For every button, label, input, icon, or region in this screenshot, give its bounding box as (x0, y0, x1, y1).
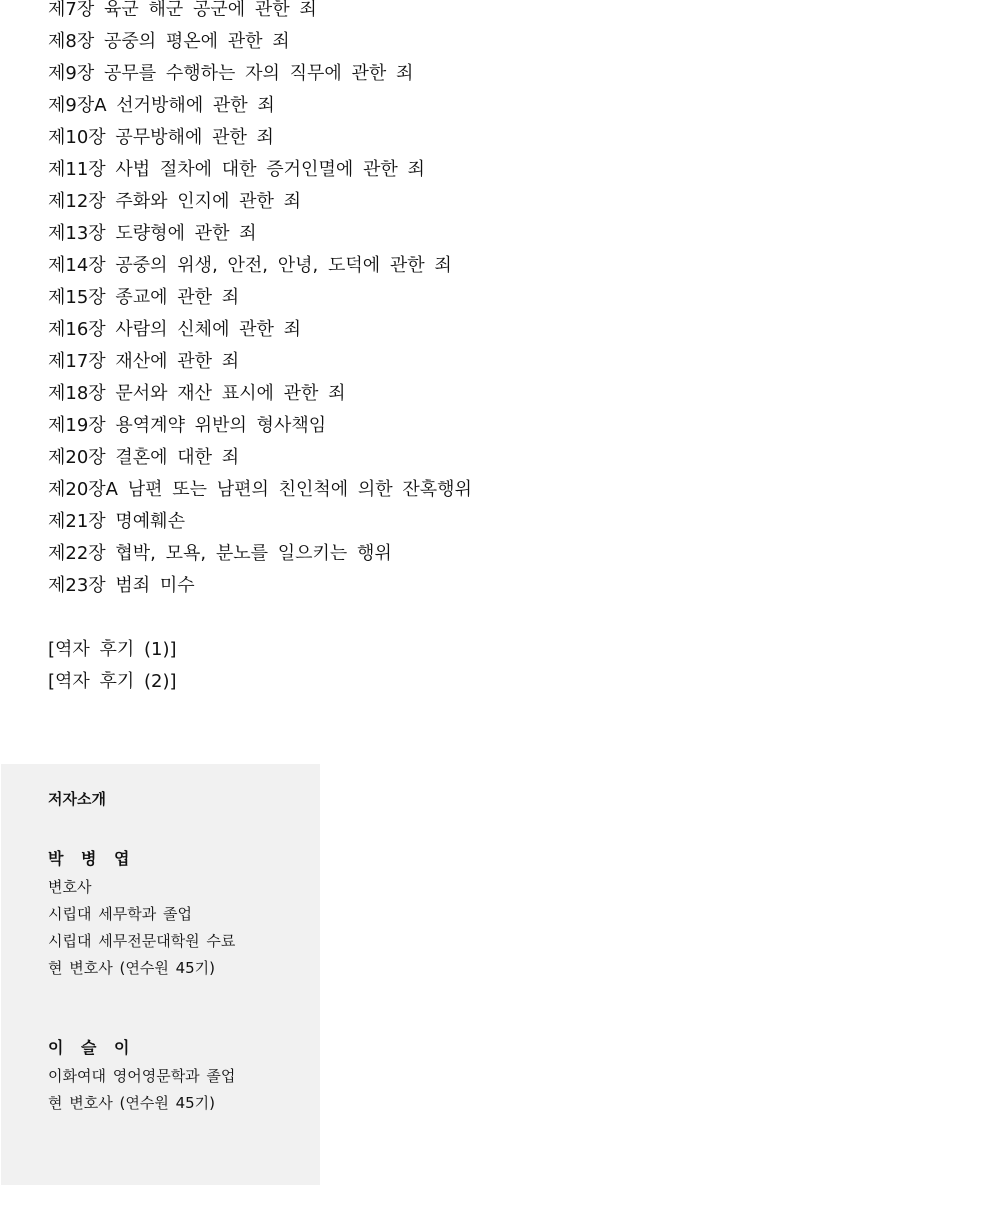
translator-notes (48, 634, 177, 698)
author-name: 박 병 엽 (48, 849, 136, 868)
author-detail: 변호사 (48, 878, 92, 896)
toc-item[interactable]: 제13장 도량형에 관한 죄 (48, 223, 257, 244)
author-section-heading: 저자소개 (48, 790, 106, 808)
toc-item[interactable]: 제23장 범죄 미수 (48, 575, 195, 596)
toc-item[interactable]: 제20장A 남편 또는 남편의 친인척에 의한 잔혹행위 (48, 479, 472, 500)
author-introduction (1, 764, 320, 1185)
author-detail: 시립대 세무학과 졸업 (48, 905, 192, 923)
toc-item[interactable]: 제22장 협박, 모욕, 분노를 일으키는 행위 (48, 543, 392, 564)
toc-item[interactable]: 제14장 공중의 위생, 안전, 안녕, 도덕에 관한 죄 (48, 255, 452, 276)
toc-item[interactable]: 제15장 종교에 관한 죄 (48, 287, 240, 308)
translator-note-1[interactable]: [역자 후기 (1)] (48, 639, 177, 660)
toc-item[interactable]: 제9장A 선거방해에 관한 죄 (48, 95, 275, 116)
table-of-contents (48, 0, 472, 602)
translator-note-2[interactable]: [역자 후기 (2)] (48, 671, 177, 692)
toc-item[interactable]: 제18장 문서와 재산 표시에 관한 죄 (48, 383, 346, 404)
toc-item[interactable]: 제10장 공무방해에 관한 죄 (48, 127, 274, 148)
toc-item[interactable]: 제7장 육군 해군 공군에 관한 죄 (48, 0, 317, 20)
toc-item[interactable]: 제19장 용역계약 위반의 형사책임 (48, 415, 327, 436)
toc-item[interactable]: 제16장 사람의 신체에 관한 죄 (48, 319, 302, 340)
author-detail: 현 변호사 (연수원 45기) (48, 959, 216, 977)
toc-item[interactable]: 제21장 명예훼손 (48, 511, 185, 532)
author-1 (48, 846, 235, 982)
toc-item[interactable]: 제20장 결혼에 대한 죄 (48, 447, 240, 468)
author-detail: 시립대 세무전문대학원 수료 (48, 932, 236, 950)
author-name: 이 슬 이 (48, 1038, 136, 1057)
toc-item[interactable]: 제12장 주화와 인지에 관한 죄 (48, 191, 302, 212)
author-detail: 현 변호사 (연수원 45기) (48, 1094, 216, 1112)
author-detail: 이화여대 영어영문학과 졸업 (48, 1067, 236, 1085)
toc-item[interactable]: 제17장 재산에 관한 죄 (48, 351, 240, 372)
toc-item[interactable]: 제11장 사법 절차에 대한 증거인멸에 관한 죄 (48, 159, 425, 180)
toc-item[interactable]: 제8장 공중의 평온에 관한 죄 (48, 31, 290, 52)
toc-item[interactable]: 제9장 공무를 수행하는 자의 직무에 관한 죄 (48, 63, 414, 84)
author-2 (48, 1035, 235, 1117)
